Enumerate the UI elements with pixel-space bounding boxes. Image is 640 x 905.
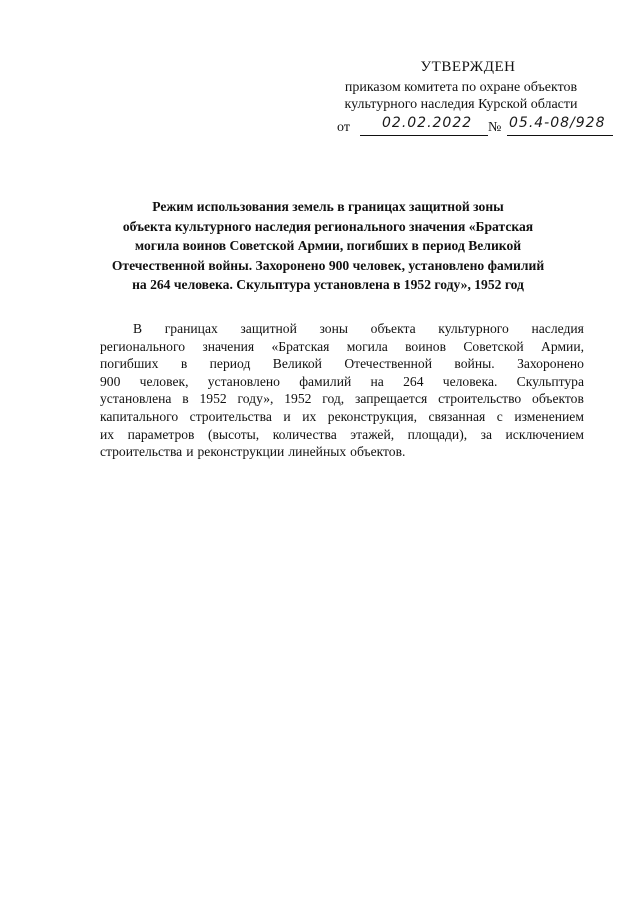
body-word: 264 [403, 373, 424, 389]
body-word: параметров [127, 426, 195, 442]
body-word: в [182, 391, 189, 407]
order-number-handwritten: 05.4-08/928 [509, 115, 606, 131]
body-word: и [283, 408, 291, 424]
body-word: человек, [139, 373, 189, 389]
body-word: (высоты, [207, 426, 260, 442]
title-line: на 264 человека. Скульптура установлена в 1952 году», 1952 год [132, 277, 524, 293]
body-word: в [180, 356, 188, 372]
approval-block [316, 58, 606, 138]
body-word: реконструкции [197, 444, 285, 460]
document-title [86, 197, 570, 295]
body-line [100, 373, 584, 391]
body-word: объектов [532, 391, 584, 407]
body-word: установлено [207, 373, 280, 389]
body-word: регионального [100, 338, 185, 354]
body-word: их [302, 408, 317, 424]
body-word: 1952 [284, 391, 312, 407]
body-line [100, 338, 584, 356]
body-word: наследия [531, 321, 584, 336]
title-line: объекта культурного наследия регионального значения «Братская [122, 218, 534, 234]
body-word: строительства [100, 444, 183, 460]
body-word: погибших [100, 356, 159, 372]
body-word: Отечественной [344, 356, 432, 372]
body-word: изменением [514, 408, 584, 424]
body-word: за [480, 426, 493, 442]
body-word: культурного [438, 321, 509, 336]
title-line: Режим использования земель в границах защитной зоны [152, 199, 504, 214]
body-word: этажей, [350, 426, 395, 442]
body-line [100, 320, 584, 338]
body-word: линейных [288, 444, 347, 460]
body-word: защитной [240, 321, 297, 336]
body-word: зоны [319, 321, 348, 336]
body-word: строительство [438, 391, 522, 407]
body-paragraph [100, 320, 584, 461]
body-word: границах [164, 321, 218, 336]
title-line: Отечественной войны. Захоронено 900 человек, установлено фамилий [111, 257, 545, 273]
date-label: от [337, 120, 350, 135]
body-word: год, [322, 391, 345, 407]
body-line [100, 426, 584, 444]
body-word: Захоронено [517, 356, 584, 372]
body-word: запрещается [355, 391, 428, 407]
order-date-handwritten: 02.02.2022 [382, 115, 473, 131]
order-date-field [360, 116, 488, 136]
body-word: реконструкция, [327, 408, 417, 424]
body-word: площади), [407, 426, 468, 442]
body-line [100, 408, 584, 426]
title-line: могила воинов Советской Армии, погибших в период Великой [134, 238, 522, 254]
body-word: установлена [100, 391, 172, 407]
body-line [100, 355, 584, 373]
body-word: связанная [428, 408, 486, 424]
body-word: фамилий [299, 373, 352, 389]
body-word: и [186, 444, 194, 460]
body-word: период [209, 356, 251, 372]
body-line [100, 443, 584, 461]
body-word: Скульптура [516, 373, 584, 389]
order-number-field [507, 116, 613, 136]
approval-line-2: культурного наследия Курской области [344, 97, 578, 112]
body-word: могила [346, 338, 388, 354]
body-word: В [133, 321, 143, 336]
body-word: Советской [463, 338, 524, 354]
body-word: количества [272, 426, 337, 442]
body-word: 900 [100, 373, 121, 389]
approval-heading: УТВЕРЖДЕН [420, 59, 516, 75]
body-word: Великой [272, 356, 322, 372]
body-word: Армии, [541, 338, 584, 354]
number-label: № [488, 120, 502, 135]
body-word: на [370, 373, 384, 389]
body-word: объекта [370, 321, 416, 336]
body-word: строительства [189, 408, 272, 424]
body-word: объектов. [350, 444, 406, 460]
body-word: исключением [505, 426, 584, 442]
body-word: их [100, 426, 115, 442]
body-word: воинов [405, 338, 446, 354]
body-word: году», [237, 391, 274, 407]
body-word: войны. [454, 356, 495, 372]
body-word: значения [202, 338, 255, 354]
approval-line-1: приказом комитета по охране объектов [344, 80, 578, 95]
body-line [100, 390, 584, 408]
body-word: капитального [100, 408, 179, 424]
body-word: человека. [442, 373, 498, 389]
body-word: «Братская [271, 338, 330, 354]
order-reference-row [316, 116, 606, 138]
body-word: с [496, 408, 503, 424]
body-word: 1952 [199, 391, 227, 407]
